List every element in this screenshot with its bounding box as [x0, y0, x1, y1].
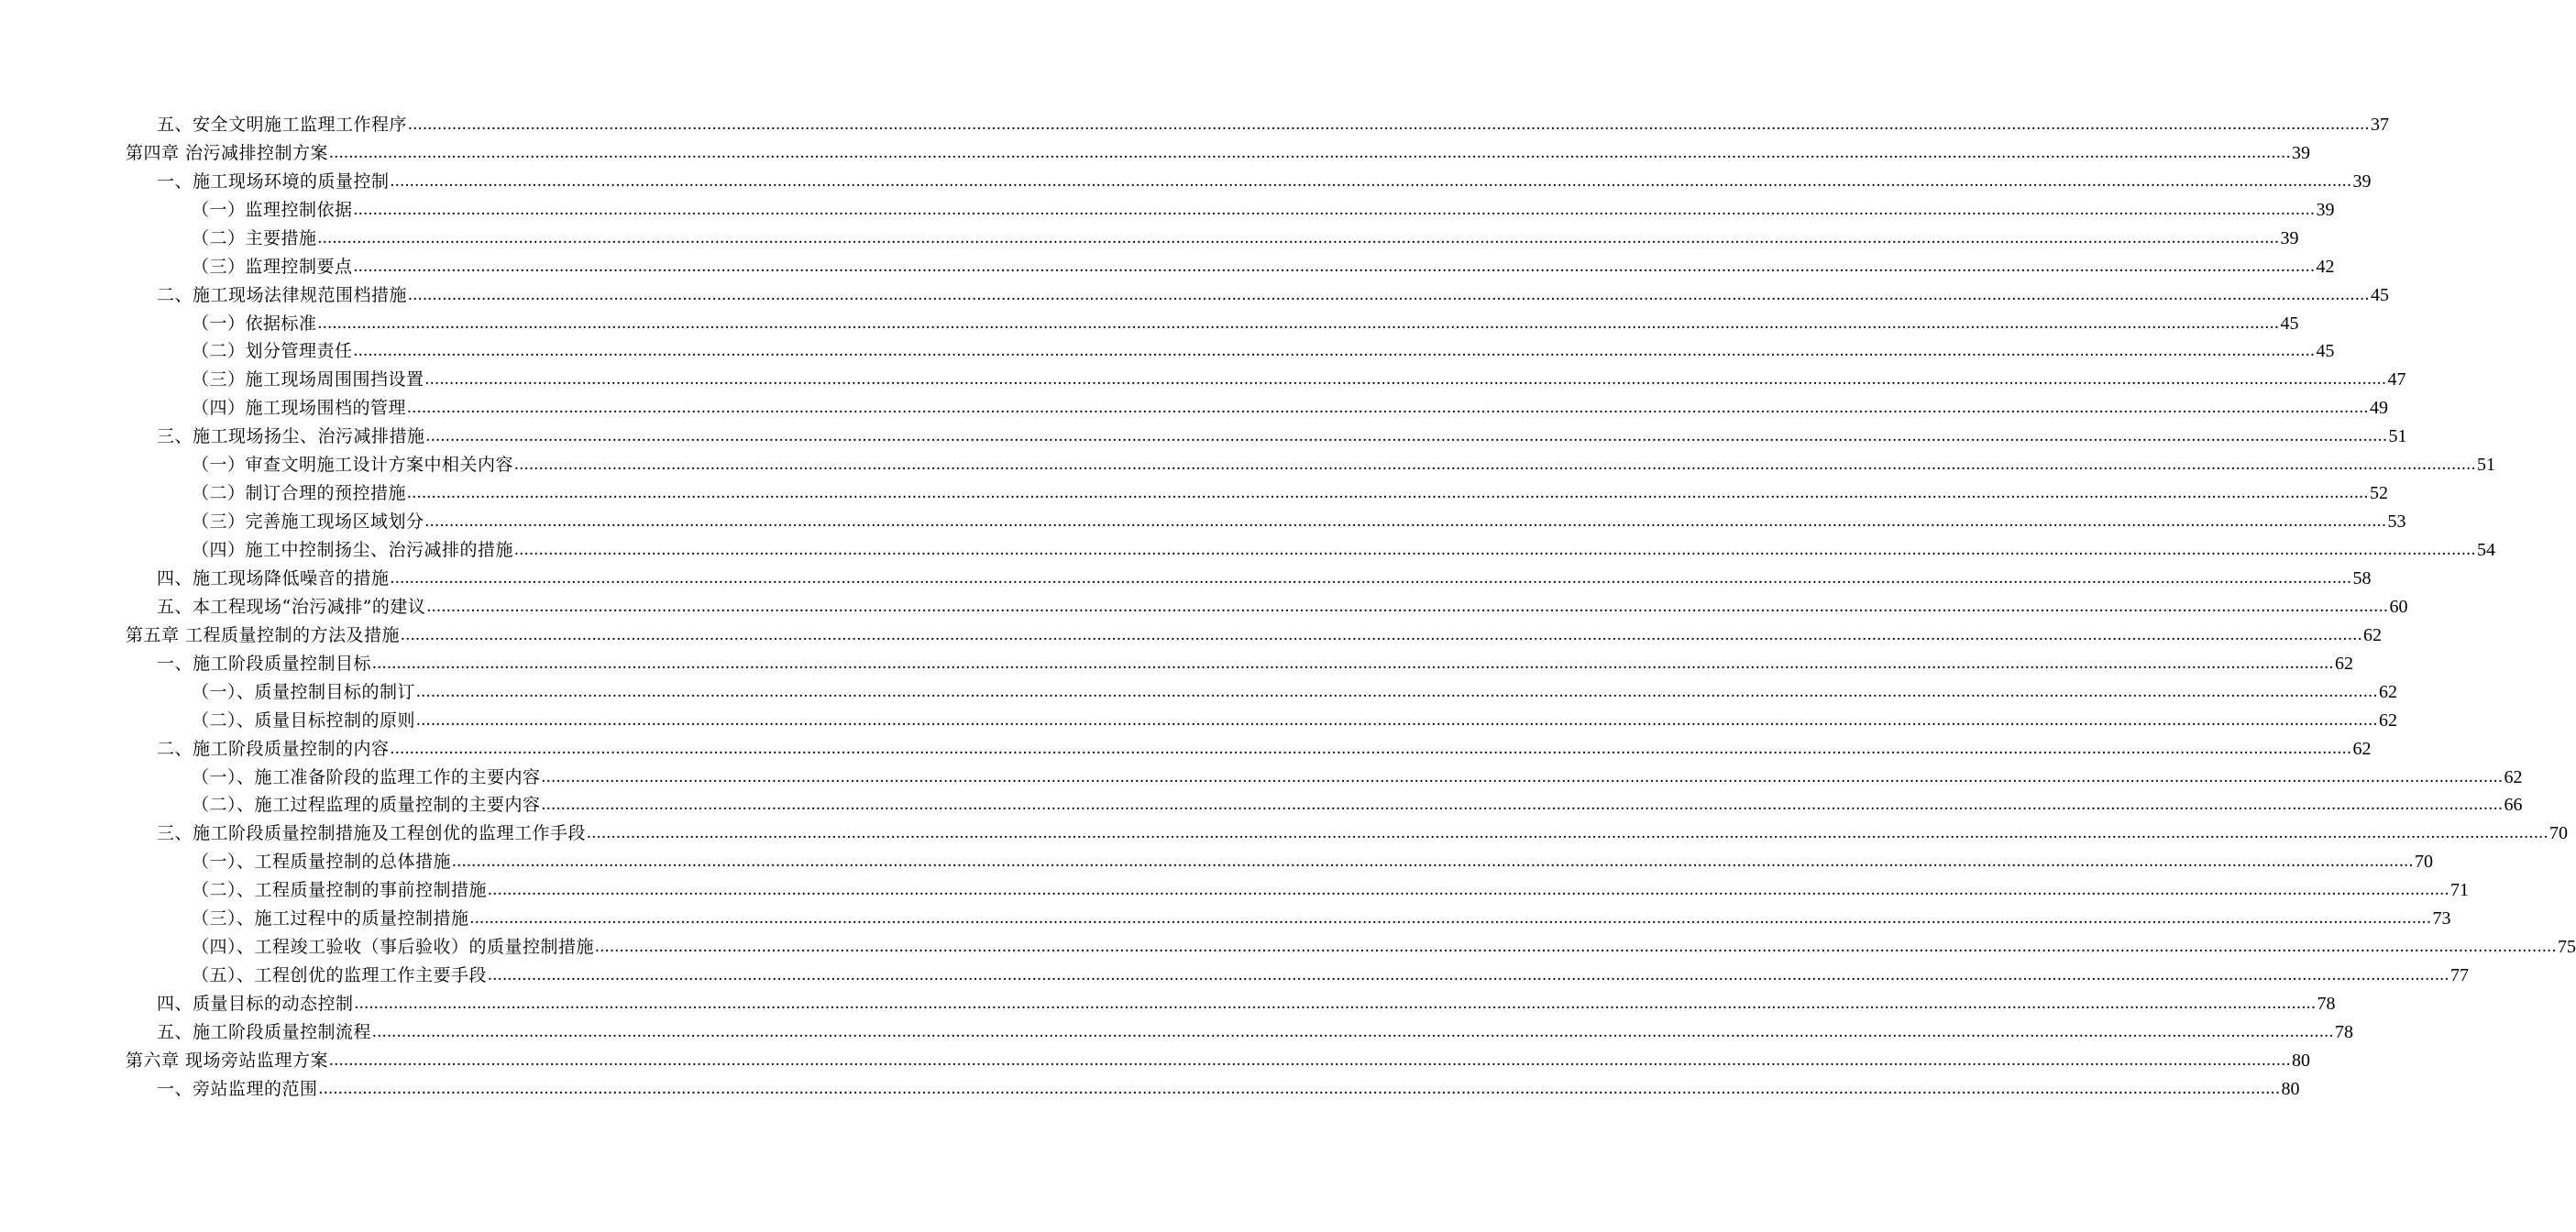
dot-leader: ................................................................................................................................................................................................................................................................................................................................................................................................................ [372, 653, 2335, 673]
toc-entry-title: 二、施工阶段质量控制的内容 [157, 738, 390, 759]
toc-entry[interactable] [126, 990, 2336, 1018]
dot-leader: ................................................................................................................................................................................................................................................................................................................................................................................................................ [416, 710, 2379, 730]
dot-leader: ................................................................................................................................................................................................................................................................................................................................................................................................................ [329, 142, 2292, 162]
toc-entry[interactable] [126, 593, 2408, 622]
toc-entry[interactable] [126, 536, 2496, 565]
dot-leader: ................................................................................................................................................................................................................................................................................................................................................................................................................ [452, 852, 2415, 872]
toc-entry-page-number: 51 [2477, 455, 2496, 476]
toc-entry-title: （四）施工现场围档的管理 [192, 398, 407, 419]
dot-leader: ................................................................................................................................................................................................................................................................................................................................................................................................................ [407, 398, 2370, 418]
toc-entry-title: （一）审查文明施工设计方案中相关内容 [192, 455, 514, 476]
dot-leader: ................................................................................................................................................................................................................................................................................................................................................................................................................ [390, 738, 2352, 758]
toc-entry-title: 一、施工阶段质量控制目标 [157, 653, 372, 674]
toc-entry-page-number: 70 [2415, 852, 2434, 873]
dot-leader: ................................................................................................................................................................................................................................................................................................................................................................................................................ [425, 426, 2388, 446]
toc-entry-page-number: 45 [2316, 341, 2335, 362]
toc-entry-page-number: 62 [2335, 653, 2354, 674]
toc-entry-page-number: 37 [2371, 114, 2390, 135]
toc-entry[interactable] [126, 168, 2372, 196]
toc-entry-title: （一）、质量控制目标的制订 [192, 681, 416, 702]
toc-entry[interactable] [126, 905, 2451, 933]
toc-entry[interactable] [126, 1047, 2311, 1075]
dot-leader: ................................................................................................................................................................................................................................................................................................................................................................................................................ [587, 823, 2549, 843]
toc-entry[interactable] [126, 678, 2398, 707]
toc-entry-title: 一、旁站监理的范围 [157, 1078, 318, 1099]
toc-entry-page-number: 80 [2292, 1050, 2311, 1071]
toc-entry[interactable] [126, 338, 2335, 367]
dot-leader: ................................................................................................................................................................................................................................................................................................................................................................................................................ [390, 170, 2352, 191]
toc-entry-page-number: 80 [2281, 1078, 2300, 1099]
toc-entry-title: （三）、施工过程中的质量控制措施 [192, 908, 469, 930]
dot-leader: ................................................................................................................................................................................................................................................................................................................................................................................................................ [514, 540, 2477, 560]
dot-leader: ................................................................................................................................................................................................................................................................................................................................................................................................................ [426, 596, 2389, 616]
toc-entry-title: （五）、工程创优的监理工作主要手段 [192, 965, 488, 986]
toc-entry-page-number: 42 [2316, 256, 2335, 277]
dot-leader: ................................................................................................................................................................................................................................................................................................................................................................................................................ [408, 114, 2371, 134]
toc-entry[interactable] [126, 820, 2569, 848]
toc-entry-page-number: 75 [2558, 937, 2576, 958]
toc-entry-title: （二）、施工过程监理的质量控制的主要内容 [192, 795, 541, 816]
toc-entry-title: （四）施工中控制扬尘、治污减排的措施 [192, 540, 514, 561]
dot-leader: ................................................................................................................................................................................................................................................................................................................................................................................................................ [353, 199, 2316, 219]
toc-entry[interactable] [126, 451, 2496, 479]
toc-entry-page-number: 39 [2292, 142, 2311, 163]
toc-entry[interactable] [126, 394, 2389, 423]
toc-entry-page-number: 52 [2370, 483, 2389, 504]
toc-entry-title: 五、安全文明施工监理工作程序 [157, 114, 408, 135]
toc-entry-title: 四、施工现场降低噪音的措施 [157, 567, 390, 588]
toc-entry-page-number: 47 [2387, 369, 2406, 390]
dot-leader: ................................................................................................................................................................................................................................................................................................................................................................................................................ [407, 483, 2370, 503]
toc-entry-title: （二）制订合理的预控措施 [192, 483, 407, 504]
toc-entry[interactable] [126, 707, 2398, 735]
toc-entry[interactable] [126, 962, 2470, 990]
dot-leader: ................................................................................................................................................................................................................................................................................................................................................................................................................ [595, 937, 2558, 957]
dot-leader: ................................................................................................................................................................................................................................................................................................................................................................................................................ [317, 313, 2280, 333]
toc-entry[interactable] [126, 139, 2311, 168]
toc-entry-page-number: 39 [2280, 227, 2299, 248]
dot-leader: ................................................................................................................................................................................................................................................................................................................................................................................................................ [372, 1021, 2335, 1041]
toc-entry-title: （二）、质量目标控制的原则 [192, 710, 416, 731]
toc-entry-title: （一）、施工准备阶段的监理工作的主要内容 [192, 766, 541, 787]
toc-entry[interactable] [126, 848, 2434, 876]
toc-entry-title: （一）监理控制依据 [192, 199, 353, 220]
dot-leader: ................................................................................................................................................................................................................................................................................................................................................................................................................ [424, 512, 2387, 532]
toc-entry-page-number: 78 [2335, 1021, 2354, 1042]
toc-entry[interactable] [126, 225, 2299, 253]
toc-entry[interactable] [126, 764, 2523, 792]
dot-leader: ................................................................................................................................................................................................................................................................................................................................................................................................................ [488, 965, 2450, 985]
dot-leader: ................................................................................................................................................................................................................................................................................................................................................................................................................ [353, 256, 2316, 276]
dot-leader: ................................................................................................................................................................................................................................................................................................................................................................................................................ [488, 880, 2450, 900]
toc-entry[interactable] [126, 735, 2372, 764]
dot-leader: ................................................................................................................................................................................................................................................................................................................................................................................................................ [541, 766, 2504, 786]
toc-entry[interactable] [126, 196, 2335, 225]
toc-entry-page-number: 45 [2371, 284, 2390, 305]
toc-entry-title: （三）完善施工现场区域划分 [192, 512, 424, 533]
dot-leader: ................................................................................................................................................................................................................................................................................................................................................................................................................ [329, 1050, 2292, 1070]
toc-entry-page-number: 39 [2316, 199, 2335, 220]
toc-entry[interactable] [126, 933, 2576, 962]
toc-entry-page-number: 49 [2370, 398, 2389, 419]
dot-leader: ................................................................................................................................................................................................................................................................................................................................................................................................................ [408, 284, 2371, 304]
dot-leader: ................................................................................................................................................................................................................................................................................................................................................................................................................ [424, 369, 2387, 390]
toc-entry-title: （四）、工程竣工验收（事后验收）的质量控制措施 [192, 937, 595, 958]
toc-entry-title: （一）、工程质量控制的总体措施 [192, 852, 452, 873]
toc-entry[interactable] [126, 479, 2389, 508]
toc-entry-page-number: 77 [2450, 965, 2470, 986]
toc-entry-page-number: 62 [2504, 766, 2523, 787]
toc-entry-title: （一）依据标准 [192, 313, 317, 334]
dot-leader: ................................................................................................................................................................................................................................................................................................................................................................................................................ [317, 227, 2280, 248]
toc-entry-page-number: 45 [2280, 313, 2299, 334]
toc-entry-page-number: 51 [2388, 426, 2407, 447]
toc-entry-title: （三）监理控制要点 [192, 256, 353, 277]
toc-entry-page-number: 62 [2379, 681, 2398, 702]
toc-entry[interactable] [126, 423, 2407, 451]
toc-entry-page-number: 62 [2379, 710, 2398, 731]
toc-entry[interactable] [126, 622, 2383, 650]
dot-leader: ................................................................................................................................................................................................................................................................................................................................................................................................................ [514, 455, 2477, 475]
toc-entry-page-number: 62 [2363, 624, 2383, 645]
toc-entry[interactable] [126, 792, 2523, 820]
toc-entry[interactable] [126, 876, 2470, 905]
toc-entry-title: 三、施工现场扬尘、治污减排措施 [157, 426, 425, 447]
dot-leader: ................................................................................................................................................................................................................................................................................................................................................................................................................ [469, 908, 2432, 929]
toc-entry-title: 一、施工现场环境的质量控制 [157, 170, 390, 192]
toc-entry-page-number: 71 [2450, 880, 2470, 901]
toc-entry[interactable] [126, 310, 2299, 338]
toc-entry-title: 五、施工阶段质量控制流程 [157, 1021, 372, 1042]
toc-entry-page-number: 53 [2387, 512, 2406, 533]
toc-entry[interactable] [126, 111, 2390, 139]
toc-entry-title: 三、施工阶段质量控制措施及工程创优的监理工作手段 [157, 823, 587, 844]
toc-entry-title: 第五章 工程质量控制的方法及措施 [126, 624, 401, 645]
toc-entry-page-number: 70 [2549, 823, 2569, 844]
dot-leader: ................................................................................................................................................................................................................................................................................................................................................................................................................ [416, 681, 2379, 701]
toc-entry-title: 第六章 现场旁站监理方案 [126, 1050, 329, 1071]
toc-entry-page-number: 39 [2352, 170, 2372, 192]
toc-entry-title: （二）、工程质量控制的事前控制措施 [192, 880, 488, 901]
toc-entry-page-number: 73 [2432, 908, 2451, 930]
toc-entry-page-number: 54 [2477, 540, 2496, 561]
toc-entry[interactable] [126, 253, 2335, 281]
dot-leader: ................................................................................................................................................................................................................................................................................................................................................................................................................ [541, 795, 2504, 815]
table-of-contents [126, 111, 2576, 1104]
toc-entry-title: 四、质量目标的动态控制 [157, 994, 354, 1015]
toc-entry-title: （三）施工现场周围围挡设置 [192, 369, 424, 390]
toc-entry[interactable] [126, 1018, 2354, 1047]
toc-entry-title: （二）划分管理责任 [192, 341, 353, 362]
toc-entry[interactable] [126, 508, 2406, 536]
toc-entry[interactable] [126, 565, 2372, 593]
toc-entry[interactable] [126, 281, 2390, 310]
toc-entry-page-number: 62 [2352, 738, 2372, 759]
dot-leader: ................................................................................................................................................................................................................................................................................................................................................................................................................ [354, 994, 2317, 1014]
toc-entry-page-number: 58 [2352, 567, 2372, 588]
dot-leader: ................................................................................................................................................................................................................................................................................................................................................................................................................ [390, 567, 2352, 588]
toc-entry-title: （二）主要措施 [192, 227, 317, 248]
toc-entry-title: 第四章 治污减排控制方案 [126, 142, 329, 163]
toc-entry-title: 二、施工现场法律规范围档措施 [157, 284, 408, 305]
toc-entry[interactable] [126, 366, 2406, 394]
dot-leader: ................................................................................................................................................................................................................................................................................................................................................................................................................ [401, 624, 2363, 644]
dot-leader: ................................................................................................................................................................................................................................................................................................................................................................................................................ [353, 341, 2316, 361]
toc-entry[interactable] [126, 650, 2354, 678]
toc-entry-page-number: 78 [2317, 994, 2336, 1015]
toc-entry-page-number: 60 [2389, 596, 2408, 617]
toc-entry[interactable] [126, 1075, 2300, 1104]
toc-entry-title: 五、本工程现场“治污减排”的建议 [157, 596, 426, 617]
dot-leader: ................................................................................................................................................................................................................................................................................................................................................................................................................ [318, 1078, 2281, 1098]
toc-entry-page-number: 66 [2504, 795, 2523, 816]
